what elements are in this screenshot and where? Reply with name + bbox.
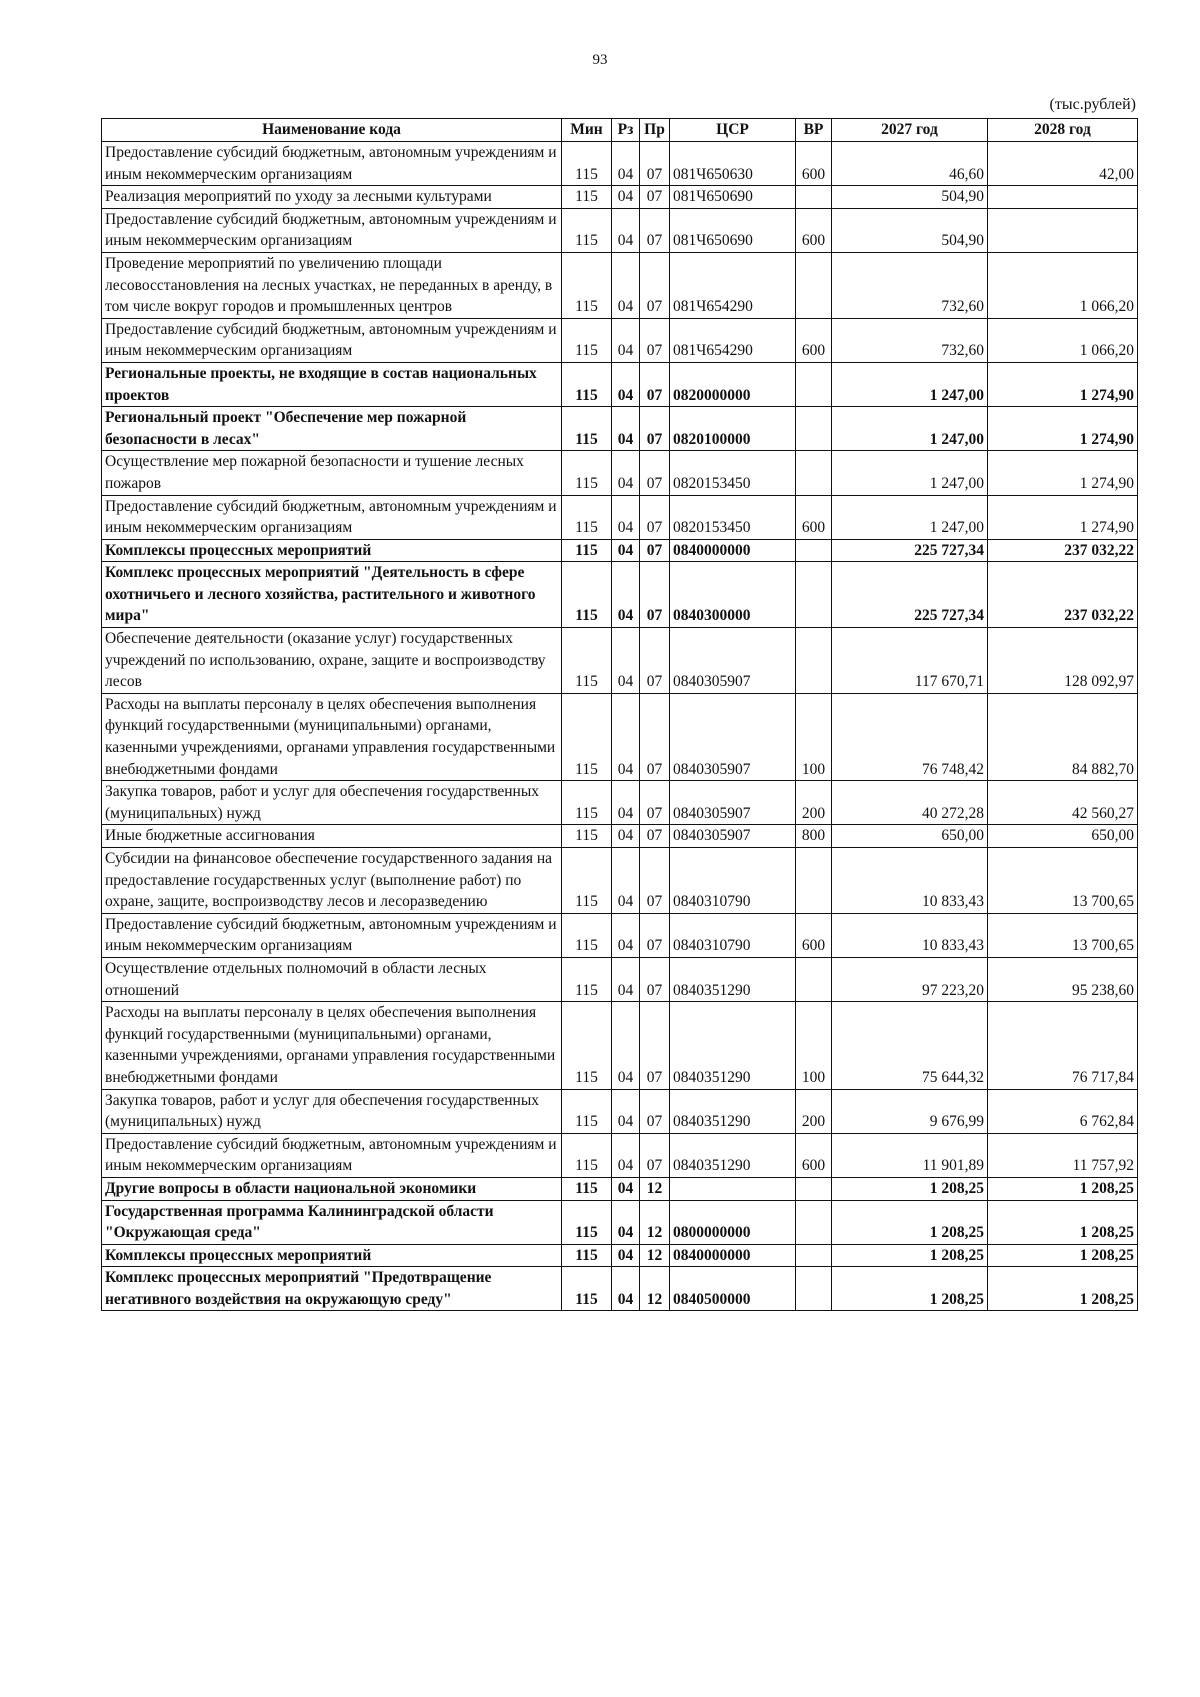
cell-pr: 07 — [640, 693, 670, 780]
cell-csr: 081Ч650690 — [670, 186, 796, 209]
table-row — [102, 1133, 1138, 1177]
cell-2027: 1 208,25 — [832, 1244, 988, 1267]
cell-min: 115 — [562, 1002, 612, 1089]
table-row — [102, 693, 1138, 780]
cell-2027: 504,90 — [832, 208, 988, 252]
cell-name: Государственная программа Калининградской области "Окружающая среда" — [102, 1200, 562, 1244]
cell-2028: 1 208,25 — [988, 1200, 1138, 1244]
table-row — [102, 562, 1138, 628]
cell-pr: 07 — [640, 913, 670, 957]
cell-vr: 100 — [796, 693, 832, 780]
cell-min: 115 — [562, 1177, 612, 1200]
cell-csr: 0800000000 — [670, 1200, 796, 1244]
cell-csr: 0820100000 — [670, 407, 796, 451]
cell-min: 115 — [562, 1244, 612, 1267]
cell-2028: 1 066,20 — [988, 252, 1138, 318]
cell-vr: 600 — [796, 318, 832, 362]
cell-csr: 0840305907 — [670, 781, 796, 825]
cell-vr: 600 — [796, 1133, 832, 1177]
cell-rz: 04 — [612, 318, 640, 362]
cell-min: 115 — [562, 781, 612, 825]
cell-2027: 1 208,25 — [832, 1177, 988, 1200]
cell-name: Предоставление субсидий бюджетным, автономным учреждениям и иным некоммерческим организациям — [102, 142, 562, 186]
cell-rz: 04 — [612, 1133, 640, 1177]
cell-2028: 1 274,90 — [988, 407, 1138, 451]
cell-name: Предоставление субсидий бюджетным, автономным учреждениям и иным некоммерческим организациям — [102, 208, 562, 252]
cell-name: Расходы на выплаты персоналу в целях обеспечения выполнения функций государственными (муниципальными) органами, казенными учреждениями, органами управления государственными внебюджетными фондами — [102, 1002, 562, 1089]
cell-csr: 081Ч654290 — [670, 318, 796, 362]
cell-pr: 07 — [640, 318, 670, 362]
table-row — [102, 913, 1138, 957]
table-row — [102, 495, 1138, 539]
cell-2027: 1 208,25 — [832, 1267, 988, 1311]
cell-2028: 13 700,65 — [988, 848, 1138, 914]
cell-2028 — [988, 186, 1138, 209]
cell-rz: 04 — [612, 825, 640, 848]
cell-name: Региональные проекты, не входящие в состав национальных проектов — [102, 362, 562, 406]
cell-rz: 04 — [612, 1089, 640, 1133]
table-row — [102, 362, 1138, 406]
cell-min: 115 — [562, 848, 612, 914]
table-row — [102, 539, 1138, 562]
cell-pr: 12 — [640, 1244, 670, 1267]
cell-csr: 0820153450 — [670, 495, 796, 539]
cell-2027: 10 833,43 — [832, 848, 988, 914]
cell-2027: 9 676,99 — [832, 1089, 988, 1133]
cell-name: Проведение мероприятий по увеличению площади лесовосстановления на лесных участках, не переданных в аренду, в том числе вокруг городов и промышленных центров — [102, 252, 562, 318]
cell-2028: 84 882,70 — [988, 693, 1138, 780]
units-label: (тыс.рублей) — [1049, 96, 1136, 113]
cell-2028: 13 700,65 — [988, 913, 1138, 957]
cell-min: 115 — [562, 913, 612, 957]
cell-name: Предоставление субсидий бюджетным, автономным учреждениям и иным некоммерческим организациям — [102, 495, 562, 539]
cell-2027: 117 670,71 — [832, 628, 988, 694]
header-min: Мин — [562, 119, 612, 142]
table-row — [102, 252, 1138, 318]
cell-2028: 95 238,60 — [988, 957, 1138, 1001]
cell-rz: 04 — [612, 451, 640, 495]
cell-rz: 04 — [612, 539, 640, 562]
table-row — [102, 1002, 1138, 1089]
cell-2028: 42,00 — [988, 142, 1138, 186]
cell-2027: 225 727,34 — [832, 539, 988, 562]
cell-name: Расходы на выплаты персоналу в целях обеспечения выполнения функций государственными (муниципальными) органами, казенными учреждениями, органами управления государственными внебюджетными фондами — [102, 693, 562, 780]
cell-vr — [796, 362, 832, 406]
cell-name: Комплексы процессных мероприятий — [102, 539, 562, 562]
cell-rz: 04 — [612, 252, 640, 318]
cell-min: 115 — [562, 1200, 612, 1244]
cell-pr: 07 — [640, 562, 670, 628]
cell-csr: 0840310790 — [670, 913, 796, 957]
cell-rz: 04 — [612, 848, 640, 914]
cell-vr — [796, 186, 832, 209]
table-row — [102, 1177, 1138, 1200]
cell-csr: 0840310790 — [670, 848, 796, 914]
cell-pr: 07 — [640, 362, 670, 406]
table-row — [102, 781, 1138, 825]
cell-2028: 1 208,25 — [988, 1244, 1138, 1267]
cell-name: Предоставление субсидий бюджетным, автономным учреждениям и иным некоммерческим организациям — [102, 1133, 562, 1177]
cell-pr: 07 — [640, 1089, 670, 1133]
cell-2027: 650,00 — [832, 825, 988, 848]
cell-2028: 128 092,97 — [988, 628, 1138, 694]
cell-pr: 07 — [640, 451, 670, 495]
cell-2028: 42 560,27 — [988, 781, 1138, 825]
cell-min: 115 — [562, 186, 612, 209]
cell-min: 115 — [562, 693, 612, 780]
table-row — [102, 142, 1138, 186]
cell-csr: 0820000000 — [670, 362, 796, 406]
cell-csr: 0840351290 — [670, 1002, 796, 1089]
cell-vr: 200 — [796, 1089, 832, 1133]
cell-min: 115 — [562, 539, 612, 562]
cell-name: Региональный проект "Обеспечение мер пожарной безопасности в лесах" — [102, 407, 562, 451]
cell-vr: 600 — [796, 495, 832, 539]
cell-csr: 081Ч650630 — [670, 142, 796, 186]
cell-2028: 1 066,20 — [988, 318, 1138, 362]
cell-2027: 97 223,20 — [832, 957, 988, 1001]
cell-pr: 12 — [640, 1200, 670, 1244]
header-2028: 2028 год — [988, 119, 1138, 142]
cell-rz: 04 — [612, 1200, 640, 1244]
cell-rz: 04 — [612, 781, 640, 825]
cell-vr — [796, 539, 832, 562]
cell-2027: 76 748,42 — [832, 693, 988, 780]
cell-2027: 10 833,43 — [832, 913, 988, 957]
cell-csr: 0840305907 — [670, 693, 796, 780]
cell-name: Осуществление отдельных полномочий в области лесных отношений — [102, 957, 562, 1001]
page-number: 93 — [592, 52, 608, 68]
table-row — [102, 628, 1138, 694]
cell-pr: 07 — [640, 407, 670, 451]
cell-name: Другие вопросы в области национальной экономики — [102, 1177, 562, 1200]
cell-rz: 04 — [612, 407, 640, 451]
cell-min: 115 — [562, 1089, 612, 1133]
table-row — [102, 1200, 1138, 1244]
cell-rz: 04 — [612, 1002, 640, 1089]
cell-name: Закупка товаров, работ и услуг для обеспечения государственных (муниципальных) нужд — [102, 781, 562, 825]
cell-2028: 1 274,90 — [988, 451, 1138, 495]
cell-2027: 46,60 — [832, 142, 988, 186]
cell-pr: 07 — [640, 848, 670, 914]
cell-name: Комплексы процессных мероприятий — [102, 1244, 562, 1267]
cell-csr: 0840000000 — [670, 1244, 796, 1267]
cell-csr: 0840000000 — [670, 539, 796, 562]
cell-vr — [796, 252, 832, 318]
cell-pr: 07 — [640, 628, 670, 694]
cell-name: Реализация мероприятий по уходу за лесными культурами — [102, 186, 562, 209]
cell-2027: 225 727,34 — [832, 562, 988, 628]
cell-min: 115 — [562, 407, 612, 451]
header-name: Наименование кода — [102, 119, 562, 142]
cell-vr: 100 — [796, 1002, 832, 1089]
cell-csr: 0840300000 — [670, 562, 796, 628]
cell-vr — [796, 957, 832, 1001]
cell-min: 115 — [562, 495, 612, 539]
cell-2028: 1 274,90 — [988, 362, 1138, 406]
cell-min: 115 — [562, 362, 612, 406]
cell-2028: 650,00 — [988, 825, 1138, 848]
cell-csr: 0840351290 — [670, 957, 796, 1001]
cell-rz: 04 — [612, 562, 640, 628]
cell-pr: 12 — [640, 1177, 670, 1200]
cell-rz: 04 — [612, 362, 640, 406]
cell-2028: 11 757,92 — [988, 1133, 1138, 1177]
header-csr: ЦСР — [670, 119, 796, 142]
cell-2027: 1 247,00 — [832, 362, 988, 406]
cell-name: Осуществление мер пожарной безопасности и тушение лесных пожаров — [102, 451, 562, 495]
cell-csr — [670, 1177, 796, 1200]
cell-vr — [796, 848, 832, 914]
cell-vr: 600 — [796, 142, 832, 186]
cell-csr: 0840305907 — [670, 628, 796, 694]
cell-rz: 04 — [612, 693, 640, 780]
cell-2027: 732,60 — [832, 318, 988, 362]
cell-min: 115 — [562, 1133, 612, 1177]
cell-vr — [796, 1267, 832, 1311]
cell-2027: 1 247,00 — [832, 451, 988, 495]
cell-csr: 0840351290 — [670, 1133, 796, 1177]
cell-pr: 07 — [640, 252, 670, 318]
cell-vr: 200 — [796, 781, 832, 825]
cell-csr: 0820153450 — [670, 451, 796, 495]
table-row — [102, 318, 1138, 362]
cell-rz: 04 — [612, 628, 640, 694]
cell-rz: 04 — [612, 186, 640, 209]
cell-vr — [796, 628, 832, 694]
cell-2028: 1 274,90 — [988, 495, 1138, 539]
table-row — [102, 186, 1138, 209]
cell-csr: 081Ч650690 — [670, 208, 796, 252]
cell-pr: 07 — [640, 186, 670, 209]
cell-csr: 0840500000 — [670, 1267, 796, 1311]
cell-name: Закупка товаров, работ и услуг для обеспечения государственных (муниципальных) нужд — [102, 1089, 562, 1133]
cell-pr: 12 — [640, 1267, 670, 1311]
header-vr: ВР — [796, 119, 832, 142]
cell-name: Обеспечение деятельности (оказание услуг) государственных учреждений по использованию, охране, защите и воспроизводству лесов — [102, 628, 562, 694]
cell-2028: 237 032,22 — [988, 539, 1138, 562]
table-row — [102, 1089, 1138, 1133]
cell-rz: 04 — [612, 913, 640, 957]
cell-pr: 07 — [640, 142, 670, 186]
cell-vr: 800 — [796, 825, 832, 848]
cell-2028: 76 717,84 — [988, 1002, 1138, 1089]
cell-vr — [796, 562, 832, 628]
cell-name: Комплекс процессных мероприятий "Деятельность в сфере охотничьего и лесного хозяйства, растительного и животного мира" — [102, 562, 562, 628]
header-2027: 2027 год — [832, 119, 988, 142]
cell-min: 115 — [562, 825, 612, 848]
cell-pr: 07 — [640, 825, 670, 848]
cell-rz: 04 — [612, 957, 640, 1001]
cell-rz: 04 — [612, 1267, 640, 1311]
cell-pr: 07 — [640, 1002, 670, 1089]
cell-min: 115 — [562, 142, 612, 186]
cell-pr: 07 — [640, 957, 670, 1001]
cell-rz: 04 — [612, 1177, 640, 1200]
cell-2027: 75 644,32 — [832, 1002, 988, 1089]
cell-min: 115 — [562, 451, 612, 495]
table-row — [102, 407, 1138, 451]
table-body — [102, 142, 1138, 1311]
table-row — [102, 825, 1138, 848]
cell-name: Субсидии на финансовое обеспечение государственного задания на предоставление государственных услуг (выполнение работ) по охране, защите, воспроизводству лесов и лесоразведению — [102, 848, 562, 914]
table-row — [102, 1267, 1138, 1311]
cell-pr: 07 — [640, 539, 670, 562]
cell-vr — [796, 1177, 832, 1200]
cell-2027: 1 247,00 — [832, 407, 988, 451]
cell-min: 115 — [562, 318, 612, 362]
cell-2027: 732,60 — [832, 252, 988, 318]
cell-min: 115 — [562, 957, 612, 1001]
cell-vr: 600 — [796, 913, 832, 957]
cell-csr: 081Ч654290 — [670, 252, 796, 318]
cell-pr: 07 — [640, 781, 670, 825]
cell-csr: 0840305907 — [670, 825, 796, 848]
cell-2027: 1 247,00 — [832, 495, 988, 539]
cell-2028 — [988, 208, 1138, 252]
table-row — [102, 1244, 1138, 1267]
cell-min: 115 — [562, 252, 612, 318]
cell-pr: 07 — [640, 1133, 670, 1177]
cell-2028: 237 032,22 — [988, 562, 1138, 628]
cell-2028: 1 208,25 — [988, 1267, 1138, 1311]
table-row — [102, 848, 1138, 914]
header-rz: Рз — [612, 119, 640, 142]
cell-2027: 40 272,28 — [832, 781, 988, 825]
cell-pr: 07 — [640, 208, 670, 252]
cell-vr — [796, 1244, 832, 1267]
table-header-row — [102, 119, 1138, 142]
cell-csr: 0840351290 — [670, 1089, 796, 1133]
cell-rz: 04 — [612, 208, 640, 252]
table-row — [102, 451, 1138, 495]
header-pr: Пр — [640, 119, 670, 142]
cell-name: Предоставление субсидий бюджетным, автономным учреждениям и иным некоммерческим организациям — [102, 913, 562, 957]
cell-pr: 07 — [640, 495, 670, 539]
cell-rz: 04 — [612, 1244, 640, 1267]
cell-min: 115 — [562, 562, 612, 628]
cell-2027: 11 901,89 — [832, 1133, 988, 1177]
cell-name: Иные бюджетные ассигнования — [102, 825, 562, 848]
cell-2028: 1 208,25 — [988, 1177, 1138, 1200]
cell-2028: 6 762,84 — [988, 1089, 1138, 1133]
cell-vr: 600 — [796, 208, 832, 252]
cell-2027: 504,90 — [832, 186, 988, 209]
cell-min: 115 — [562, 208, 612, 252]
cell-rz: 04 — [612, 142, 640, 186]
cell-2027: 1 208,25 — [832, 1200, 988, 1244]
cell-vr — [796, 407, 832, 451]
cell-vr — [796, 1200, 832, 1244]
cell-name: Комплекс процессных мероприятий "Предотвращение негативного воздействия на окружающую среду" — [102, 1267, 562, 1311]
cell-name: Предоставление субсидий бюджетным, автономным учреждениям и иным некоммерческим организациям — [102, 318, 562, 362]
cell-rz: 04 — [612, 495, 640, 539]
cell-min: 115 — [562, 628, 612, 694]
table-row — [102, 957, 1138, 1001]
cell-min: 115 — [562, 1267, 612, 1311]
table-row — [102, 208, 1138, 252]
cell-vr — [796, 451, 832, 495]
budget-table — [101, 118, 1138, 1311]
